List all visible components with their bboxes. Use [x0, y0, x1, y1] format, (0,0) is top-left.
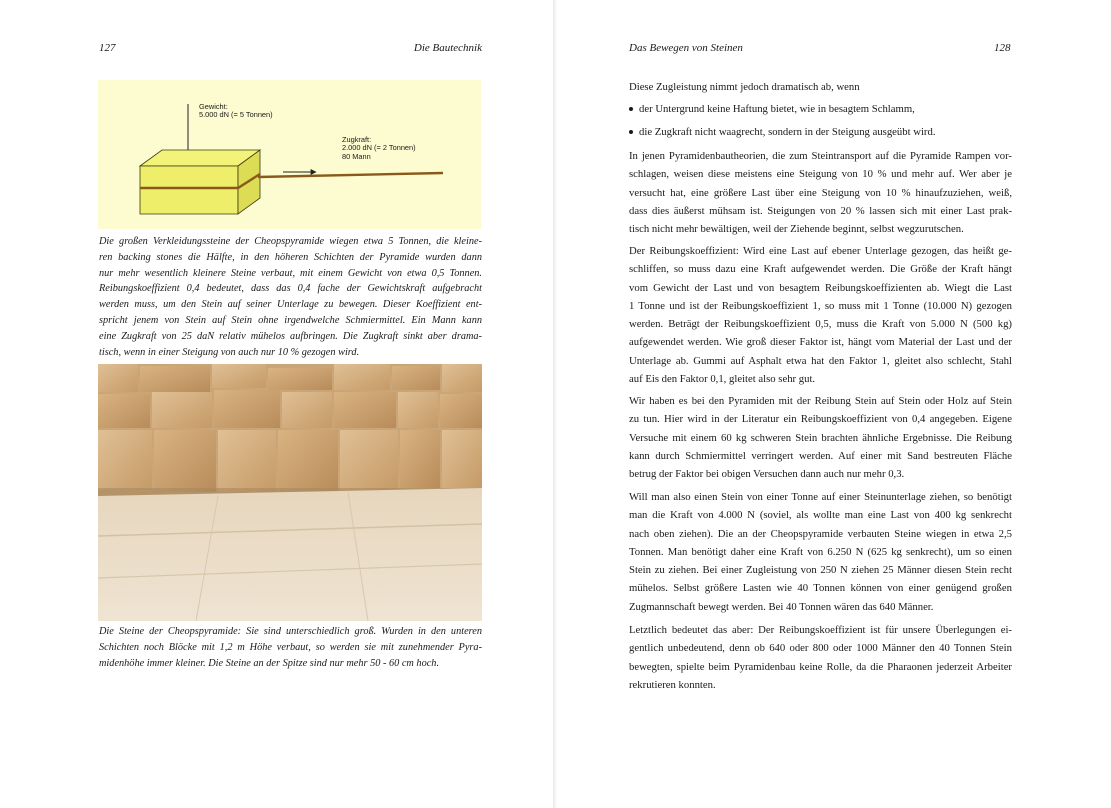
weight-value: 5.000 dN (= 5 Tonnen)	[199, 110, 273, 120]
body-line: bewegten, spielte beim Pyramidenbau keine Rolle, da die Pharaonen jederzeit Arbeiter	[629, 660, 1012, 673]
paragraph-stein-auf-stein	[629, 392, 1012, 483]
caption-photo	[99, 624, 482, 671]
body-line: schlagen, weisen diese meistens eine Steigung von 10 % und mehr auf. Wer aber je	[629, 168, 1012, 181]
body-line: 1 Tonne und ist der Reibungskoeffizient 1, so muss mit 1 Tonne (10.000 N) gezogen	[629, 299, 1012, 312]
body-line: man die Kraft von 4.000 N (soviel, als wollte man eine Last von 400 kg senkrecht	[629, 509, 1012, 522]
body-line: zu tun. Hier wird in der Literatur ein Reibungskoeffizient von 0,4 angegeben. Eigene	[629, 413, 1012, 426]
pull-men: 80 Mann	[342, 151, 371, 161]
left-page	[0, 0, 553, 808]
body-line: nach oben ziehen). Die an der Cheopspyramide verbauten Steine wiegen in etwa 2,5	[629, 527, 1012, 540]
caption-line: Die großen Verkleidungssteine der Cheopspyramide wiegen etwa 5 Tonnen, die kleine-	[99, 236, 482, 247]
body-line: mühelos. Selbst größere Lasten wie 40 Tonnen können von einer genügend großen	[629, 582, 1012, 595]
bullet-icon	[629, 130, 633, 134]
block-front	[140, 166, 238, 214]
body-line: gentlich unbedeutend, denn ob 640 oder 800 oder 1000 Männer den 40 Tonnen Stein	[629, 642, 1012, 655]
caption-line: Reibungskoeffizient 0,4 bedeutet, dass das 0,4 fache der Gewichtskraft aufgebracht	[99, 283, 482, 295]
caption-line: nur mehr wesentlich kleinere Steine verbaut, mit einem Gewicht von etwa 0,5 Tonnen.	[99, 267, 482, 279]
body-line: dass dies äußerst mühsam ist. Steigungen von 20 % lassen sich mit einer Last prak-	[629, 204, 1012, 217]
caption-line: midenhöhe immer kleiner. Die Steine an der Spitze sind nur mehr 50 - 60 cm hoch.	[99, 657, 440, 669]
photo-illustration	[98, 364, 482, 621]
paragraph-rampen	[629, 147, 1012, 238]
body-line: aufgewendet werden. Wie groß dieser Faktor ist, hängt vom Material der Last und der	[629, 336, 1012, 349]
bullet-icon	[629, 107, 633, 111]
body-line: Diese Zugleistung nimmt jedoch dramatisch ab, wenn	[629, 81, 860, 93]
body-line: kann durch Schmiermittel verringert werden. Auf einer mit Sand bestreuten Fläche	[629, 449, 1012, 462]
pyramid-stones-photo	[98, 364, 482, 621]
body-line: Der Reibungskoeffizient: Wird eine Last auf ebener Unterlage gezogen, das heißt ge-	[629, 245, 1012, 257]
friction-diagram	[98, 80, 481, 229]
caption-line: werden muss, um den Stein auf seiner Unterlage zu bewegen. Dieser Koeffizient ent-	[99, 299, 482, 311]
pull-rope	[258, 173, 443, 177]
caption-line: eine Zugkraft von 25 daN relativ mühelos aufbringen. Die Zugkraft sinkt aber drama-	[99, 330, 482, 342]
body-line: Stein zu ziehen. Bei einer Zugleistung von 250 N ziehen 25 Männer diesen Stein recht	[629, 564, 1012, 577]
right-page-number: 128	[994, 42, 1011, 54]
bullet-item	[629, 123, 1012, 141]
intro-paragraph	[629, 78, 1012, 96]
pull-label-group	[342, 136, 416, 161]
bullet-text: die Zugkraft nicht waagrecht, sondern in der Steigung ausgeübt wird.	[639, 126, 936, 138]
right-running-title: Das Bewegen von Steinen	[629, 42, 743, 54]
body-line: vom Gewicht der Last und von besagtem Reibungskoeffizienten ab. Wiegt die Last	[629, 281, 1012, 294]
body-line: Versuche mit einem 60 kg schweren Stein brachten ähnliche Ergebnisse. Die Reibung	[629, 431, 1012, 444]
body-line: Letztlich bedeutet das aber: Der Reibungskoeffizient ist für unsere Überlegungen ei-	[629, 624, 1012, 636]
caption-diagram	[99, 234, 482, 360]
caption-line: tisch, wenn in einer Steigung von auch nur 10 % gezogen wird.	[99, 346, 360, 358]
paragraph-reibungskoeffizient	[629, 242, 1012, 388]
body-line: Tonnen. Man benötigt daher eine Kraft von 6.250 N (625 kg senkrecht), um so einen	[629, 545, 1012, 558]
body-line: betrug der Faktor bei obigen Versuchen dann auch nur mehr 0,3.	[629, 468, 905, 481]
left-page-number: 127	[99, 42, 116, 54]
caption-line: ren backing stones die Hälfte, in den höheren Schichten der Pyramide wurden dann	[99, 251, 482, 263]
body-line: werden. Beträgt der Reibungskoeffizient 0,5, muss die Kraft von 5.000 N (500 kg)	[629, 318, 1012, 331]
bullet-item	[629, 100, 1012, 118]
paragraph-letztlich	[629, 621, 1012, 694]
body-line: schliffen, so muss dazu eine Kraft aufgewendet werden. Die Größe der Kraft hängt	[629, 263, 1012, 276]
body-line: versucht hat, eine größere Last über eine Steigung von 10 % hinaufzuziehen, weiß,	[629, 186, 1012, 199]
caption-line: Schichten noch Blöcke mit 1,2 m Höhe verbaut, so werden sie mit zunehmender Pyra-	[99, 641, 482, 653]
pull-value: 2.000 dN (= 2 Tonnen)	[342, 143, 416, 153]
pull-label: Zugkraft:	[342, 135, 372, 144]
bullet-text: der Untergrund keine Haftung bietet, wie in besagtem Schlamm,	[639, 103, 915, 115]
body-line: Unterlage ab. Gummi auf Asphalt etwa hat den Faktor 1, gleitet also schlecht, Stahl	[629, 354, 1012, 367]
paragraph-eine-tonne	[629, 488, 1012, 616]
stone-block-illustration	[98, 80, 481, 229]
body-line: Wir haben es bei den Pyramiden mit der Reibung Stein auf Stein oder Holz auf Stein	[629, 395, 1012, 407]
body-line: auf Eis den Faktor 0,1, gleitet also sehr gut.	[629, 373, 816, 386]
left-running-title: Die Bautechnik	[413, 42, 482, 54]
body-line: rekrutieren konnten.	[629, 678, 716, 691]
body-line: tisch nicht mehr bewältigen, weil der Ziehende beginnt, selbst wegzurutschen.	[629, 223, 964, 236]
body-line: In jenen Pyramidenbautheorien, die zum Steintransport auf die Pyramide Rampen vor-	[629, 150, 1012, 162]
weight-label: Gewicht:	[199, 102, 228, 111]
caption-line: spricht jenem von Stein auf Stein ohne irgendwelche Schmiermittel. Ein Mann kann	[99, 314, 482, 326]
weight-label-group	[199, 103, 273, 120]
caption-line: Die Steine der Cheopspyramide: Sie sind unterschiedlich groß. Wurden in den unteren	[99, 626, 482, 637]
body-line: Will man also einen Stein von einer Tonne auf einer Steinunterlage ziehen, so benötigt	[629, 491, 1012, 503]
body-line: Zugmannschaft bewegt werden. Bei 40 Tonnen wären das 640 Männer.	[629, 600, 934, 613]
